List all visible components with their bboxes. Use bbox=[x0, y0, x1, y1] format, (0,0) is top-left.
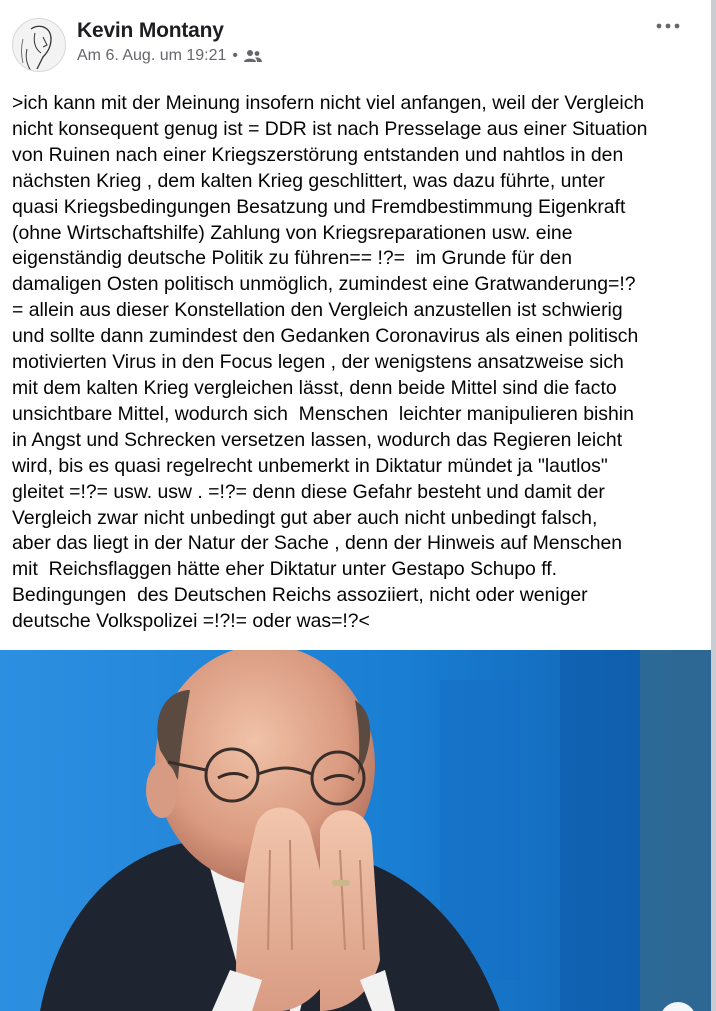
scroll-edge bbox=[711, 0, 716, 1011]
photo-man-glasses-icon bbox=[0, 650, 711, 1011]
post-header bbox=[0, 0, 711, 80]
post-timestamp[interactable]: Am 6. Aug. um 19:21 bbox=[77, 47, 227, 64]
more-options-icon bbox=[656, 23, 680, 29]
author-name[interactable]: Kevin Montany bbox=[77, 19, 224, 42]
post-meta bbox=[77, 47, 262, 65]
meta-separator: • bbox=[232, 47, 239, 64]
more-options-button[interactable] bbox=[653, 14, 683, 38]
post-body-text: >ich kann mit der Meinung insofern nicht viel anfangen, weil der Vergleich nicht konsequent genug ist = DDR ist nach Presselage aus einer Situation von Ruinen nach einer Kriegszerstörung entstanden und nahtlos in den nächsten Krieg , dem kalten Krieg geschlittert, was dazu führte, unter quasi Kriegsbedingungen Besatzung und Fremdbestimmung Eigenkraft (ohne Wirtschaftshilfe) Zahlung von Kriegsreparationen usw. eine eigenständig deutsche Politik zu führen== !?= im Grunde für den damaligen Osten politisch unmöglich, zumindest eine Gratwanderung=!? = allein aus dieser Konstellation den Vergleich anzustellen ist schwierig und sollte dann zumindest den Gedanken Coronavirus als einen politisch motivierten Virus in den Focus legen , der wenigstens ansatzweise sich mit dem kalten Krieg vergleichen lässt, denn beide Mittel sind die facto unsichtbare Mittel, wodurch sich Menschen leichter manipulieren bishin in Angst und Schrecken versetzen lassen, wodurch das Regieren leicht wird, bis es quasi regelrecht unbemerkt in Diktatur mündet ja "lautlos" gleitet =!?= usw. usw . =!?= denn diese Gefahr besteht und damit der Vergleich zwar nicht unbedingt gut aber auch nicht unbedingt falsch, aber das liegt in der Natur der Sache , denn der Hinweis auf Menschen mit Reichsflaggen hätte eher Diktatur unter Gestapo Schupo ff. Bedingungen des Deutschen Reichs assoziiert, nicht oder weniger deutsche Volkspolizei =!?!= oder was=!?< bbox=[12, 92, 648, 633]
author-avatar[interactable] bbox=[12, 18, 66, 72]
friends-icon[interactable] bbox=[244, 49, 262, 63]
sketch-portrait-icon bbox=[13, 19, 65, 71]
post-photo[interactable] bbox=[0, 650, 711, 1011]
